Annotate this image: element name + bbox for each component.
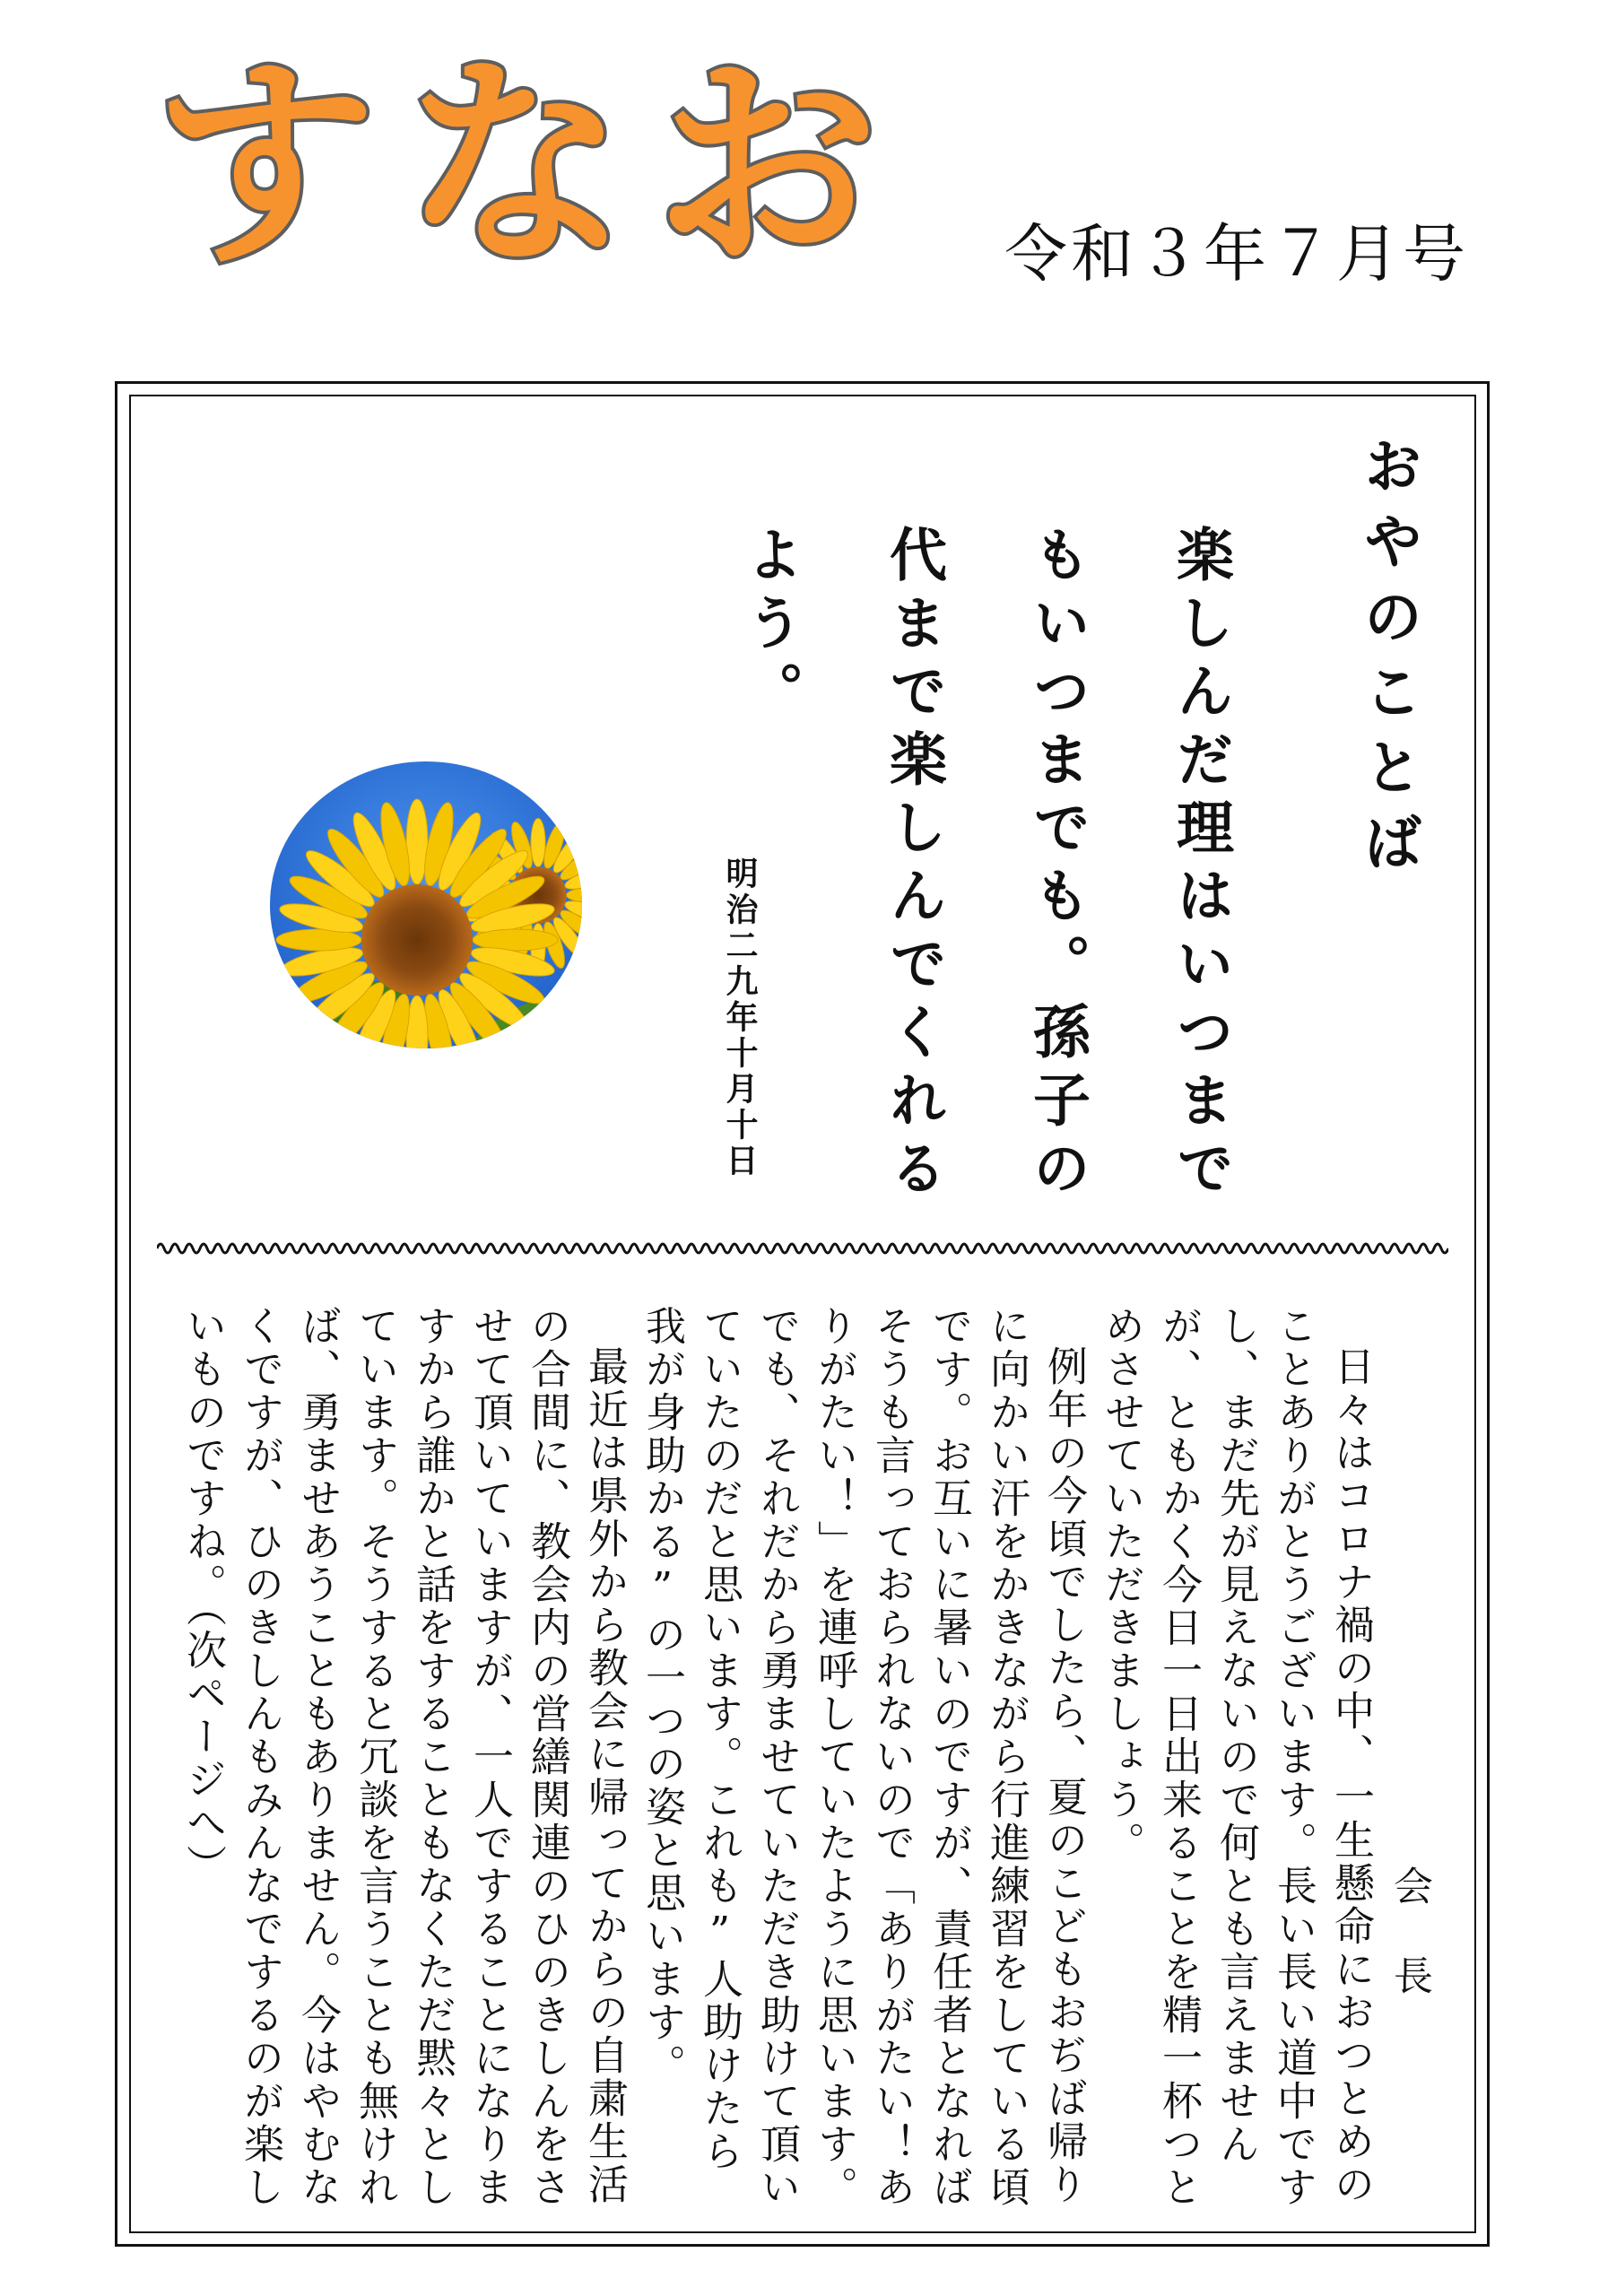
oya-no-kotoba-body: 楽しんだ理はいつまでもいつまでも。孫子の代まで楽しんでくれるよう。 <box>736 525 1234 1206</box>
article-paragraph-3: 最近は県外から教会に帰ってからの自粛生活の合間に、教会内の営繕関連のひのきしんをさせて頂いていますが、一人ですることになりますから誰かと話をすることもなくただ黙々としています。そうすると冗談を言うことも無ければ、勇ませあうこともありません。今はやむなくですが、ひのきしんもみんなでするのが楽しいものですね。（次ページへ） <box>179 1305 629 2209</box>
article-paragraph-2: 例年の今頃でしたら、夏のこどもおぢば帰りに向かい汗をかきながら行進練習をしている頃です。お互いに暑いのですが、責任者となればそうも言っておられないので「ありがたい！ありがたい！」を連呼していたように思います。でも、それだから勇ませていただき助けて頂いていたのだと思います。これも”人助けたら我が身助かる”の一つの姿と思います。 <box>639 1305 1088 2209</box>
oya-no-kotoba-date: 明治二九年十月十日 <box>721 857 759 1179</box>
sunflower-image <box>269 761 583 1049</box>
article-paragraph-1: 日々はコロナ禍の中、一生懸命におつとめのことありがとうございます。長い長い道中ですし、まだ先が見えないので何とも言えませんが、ともかく今日一日出来ることを精一杯つとめさせていただきましょう。 <box>1098 1305 1375 2209</box>
oya-no-kotoba-heading: おやのことば <box>1353 435 1423 887</box>
issue-date: 令和３年７月号 <box>1004 217 1469 291</box>
newsletter-title: すなお <box>152 35 906 296</box>
article-byline: 会長 <box>1386 1866 1432 2045</box>
wavy-divider <box>157 1238 1448 1259</box>
article-body <box>178 1305 1379 2211</box>
